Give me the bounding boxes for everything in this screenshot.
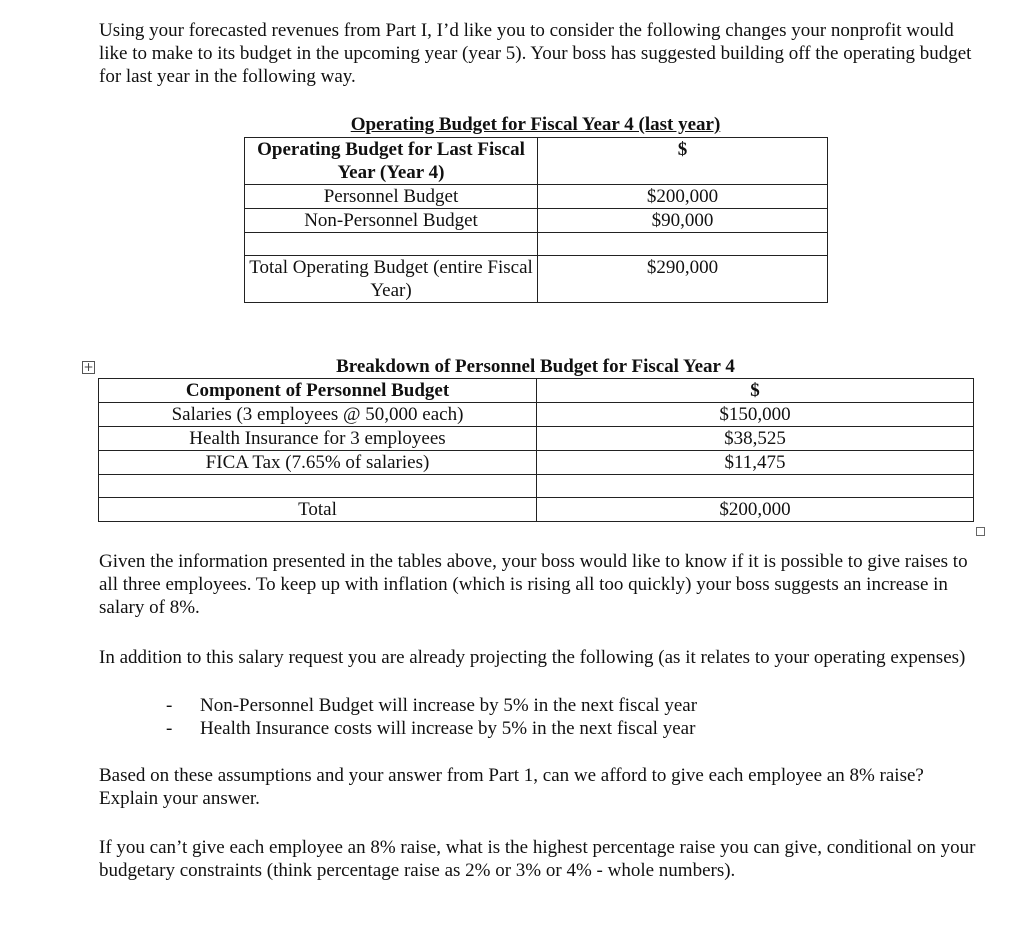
list-item <box>160 694 697 717</box>
projection-list <box>160 694 697 740</box>
given-paragraph: Given the information presented in the tables above, your boss would like to know if it is possible to give raises to all three employees. To keep up with inflation (which is rising all too quickly) your boss suggests an increase in salary of 8%. <box>99 551 968 618</box>
table-cell-empty <box>538 233 828 256</box>
question-paragraph-1: Based on these assumptions and your answer from Part 1, can we afford to give each employee an 8% raise? Explain your answer. <box>99 765 924 809</box>
table-cell: $290,000 <box>538 256 828 303</box>
table-header-cell: Operating Budget for Last Fiscal Year (Year 4) <box>245 138 538 185</box>
table-header-cell: Component of Personnel Budget <box>99 379 537 403</box>
table-move-handle-icon[interactable]: + <box>83 360 94 374</box>
question-paragraph-2: If you can’t give each employee an 8% raise, what is the highest percentage raise you can give, conditional on your budgetary constraints (think percentage raise as 2% or 3% or 4% - whole numbers). <box>99 837 976 881</box>
table-row <box>99 427 974 451</box>
personnel-breakdown-table <box>98 378 974 522</box>
table-cell: Non-Personnel Budget <box>245 209 538 233</box>
table-header-cell: $ <box>537 379 974 403</box>
table-row <box>245 185 828 209</box>
table-cell: $150,000 <box>537 403 974 427</box>
table-cell: Total Operating Budget (entire Fiscal Year) <box>245 256 538 303</box>
table-row <box>99 451 974 475</box>
table-row <box>245 138 828 185</box>
list-dash-marker: - <box>166 695 173 716</box>
table-cell: Salaries (3 employees @ 50,000 each) <box>99 403 537 427</box>
table-cell: $90,000 <box>538 209 828 233</box>
table-row <box>99 379 974 403</box>
table-cell: $200,000 <box>537 498 974 522</box>
table-cell: FICA Tax (7.65% of salaries) <box>99 451 537 475</box>
table-row-empty <box>245 233 828 256</box>
table-cell: Personnel Budget <box>245 185 538 209</box>
table-cell: $11,475 <box>537 451 974 475</box>
list-item <box>160 717 697 740</box>
table-row <box>245 209 828 233</box>
table-row-total <box>245 256 828 303</box>
table-row <box>99 403 974 427</box>
table-header-cell: $ <box>538 138 828 185</box>
table-cell: Health Insurance for 3 employees <box>99 427 537 451</box>
addition-paragraph: In addition to this salary request you are already projecting the following (as it relates to your operating expenses) <box>99 647 966 668</box>
list-item-text: Health Insurance costs will increase by 5% in the next fiscal year <box>200 718 696 739</box>
table-cell: $38,525 <box>537 427 974 451</box>
operating-budget-table-title: Operating Budget for Fiscal Year 4 (last year) <box>350 114 721 135</box>
table-resize-handle-icon[interactable] <box>976 527 985 536</box>
table-cell-empty <box>245 233 538 256</box>
table-cell-empty <box>99 475 537 498</box>
list-item-text: Non-Personnel Budget will increase by 5% in the next fiscal year <box>200 695 698 716</box>
personnel-breakdown-table-title: Breakdown of Personnel Budget for Fiscal Year 4 <box>336 356 735 377</box>
table-row-total <box>99 498 974 522</box>
table-cell-empty <box>537 475 974 498</box>
intro-paragraph: Using your forecasted revenues from Part I, I’d like you to consider the following changes your nonprofit would like to make to its budget in the upcoming year (year 5). Your boss has suggested building off the operating budget for last year in the following way. <box>99 20 972 87</box>
table-cell: $200,000 <box>538 185 828 209</box>
operating-budget-table <box>244 137 828 303</box>
list-dash-marker: - <box>166 718 173 739</box>
table-row-empty <box>99 475 974 498</box>
table-cell: Total <box>99 498 537 522</box>
